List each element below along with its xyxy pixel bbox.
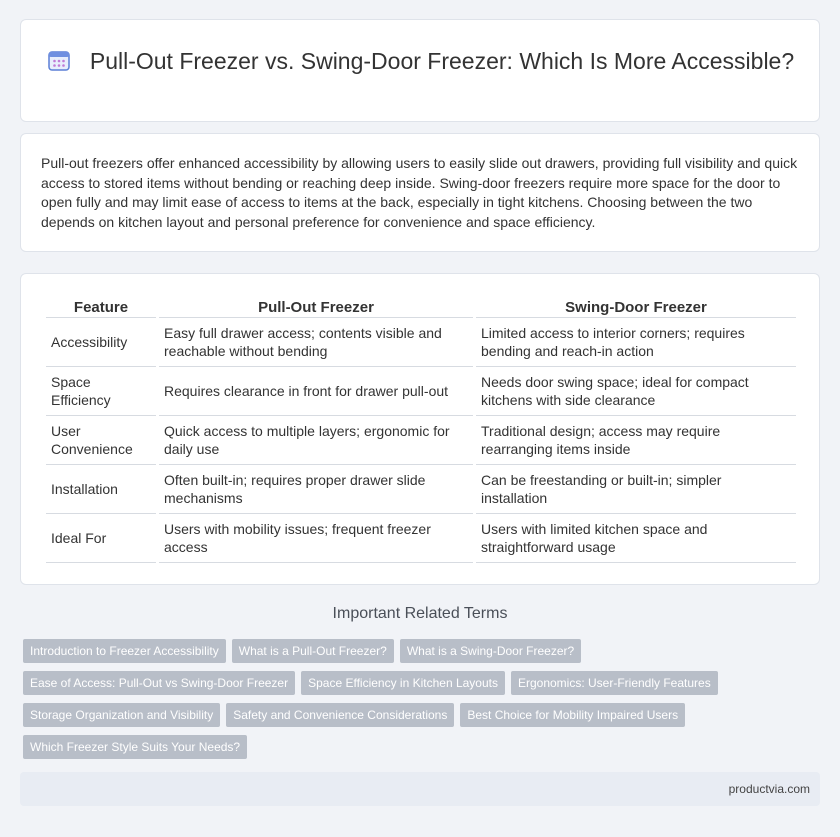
header-pull-out: Pull-Out Freezer [159, 295, 473, 318]
related-term-tag[interactable]: Which Freezer Style Suits Your Needs? [23, 735, 247, 759]
table-row [46, 318, 796, 367]
pull-out-cell: Quick access to multiple layers; ergonomic for daily use [159, 416, 473, 465]
table-row [46, 514, 796, 563]
pull-out-cell: Often built-in; requires proper drawer slide mechanisms [159, 465, 473, 514]
intro-paragraph: Pull-out freezers offer enhanced accessibility by allowing users to easily slide out drawers, providing full visibility and quick access to stored items without bending or reaching deep inside. Swing-door freezers require more space for the door to open fully and may limit ease of access to items at the back, especially in tight kitchens. Choosing between the two depends on kitchen layout and personal preference for convenience and space efficiency. [41, 155, 798, 230]
feature-cell: Installation [46, 465, 156, 514]
intro-card [20, 133, 820, 252]
header-swing-door: Swing-Door Freezer [476, 295, 796, 318]
related-term-tag[interactable]: Introduction to Freezer Accessibility [23, 639, 226, 663]
swing-door-cell: Traditional design; access may require rearranging items inside [476, 416, 796, 465]
feature-cell: Space Efficiency [46, 367, 156, 416]
related-term-tag[interactable]: Ease of Access: Pull-Out vs Swing-Door Freezer [23, 671, 295, 695]
pull-out-cell: Users with mobility issues; frequent freezer access [159, 514, 473, 563]
title-card [20, 19, 820, 122]
swing-door-cell: Users with limited kitchen space and straightforward usage [476, 514, 796, 563]
swing-door-cell: Limited access to interior corners; requires bending and reach-in action [476, 318, 796, 367]
feature-cell: Ideal For [46, 514, 156, 563]
related-term-tag[interactable]: Storage Organization and Visibility [23, 703, 220, 727]
pull-out-cell: Requires clearance in front for drawer pull-out [159, 367, 473, 416]
related-term-tag[interactable]: Best Choice for Mobility Impaired Users [460, 703, 685, 727]
swing-door-cell: Needs door swing space; ideal for compact kitchens with side clearance [476, 367, 796, 416]
swing-door-cell: Can be freestanding or built-in; simpler installation [476, 465, 796, 514]
footer-site-link[interactable]: productvia.com [728, 782, 810, 796]
page-title: Pull-Out Freezer vs. Swing-Door Freezer: Which Is More Accessible? [89, 48, 795, 74]
related-term-tag[interactable]: Ergonomics: User-Friendly Features [511, 671, 718, 695]
related-terms-heading: Important Related Terms [332, 605, 508, 622]
comparison-table [43, 295, 799, 563]
footer-bar [20, 772, 820, 806]
feature-cell: Accessibility [46, 318, 156, 367]
related-term-tag[interactable]: Space Efficiency in Kitchen Layouts [301, 671, 505, 695]
header-feature: Feature [46, 295, 156, 318]
feature-cell: User Convenience [46, 416, 156, 465]
table-header-row [46, 295, 796, 318]
table-row [46, 367, 796, 416]
related-terms-list [23, 639, 813, 767]
table-row [46, 465, 796, 514]
related-term-tag[interactable]: Safety and Convenience Considerations [226, 703, 454, 727]
pull-out-cell: Easy full drawer access; contents visible and reachable without bending [159, 318, 473, 367]
related-term-tag[interactable]: What is a Pull-Out Freezer? [232, 639, 394, 663]
comparison-card [20, 273, 820, 585]
page-title-row [21, 46, 821, 76]
table-row [46, 416, 796, 465]
calendar-icon [48, 49, 70, 71]
related-term-tag[interactable]: What is a Swing-Door Freezer? [400, 639, 581, 663]
